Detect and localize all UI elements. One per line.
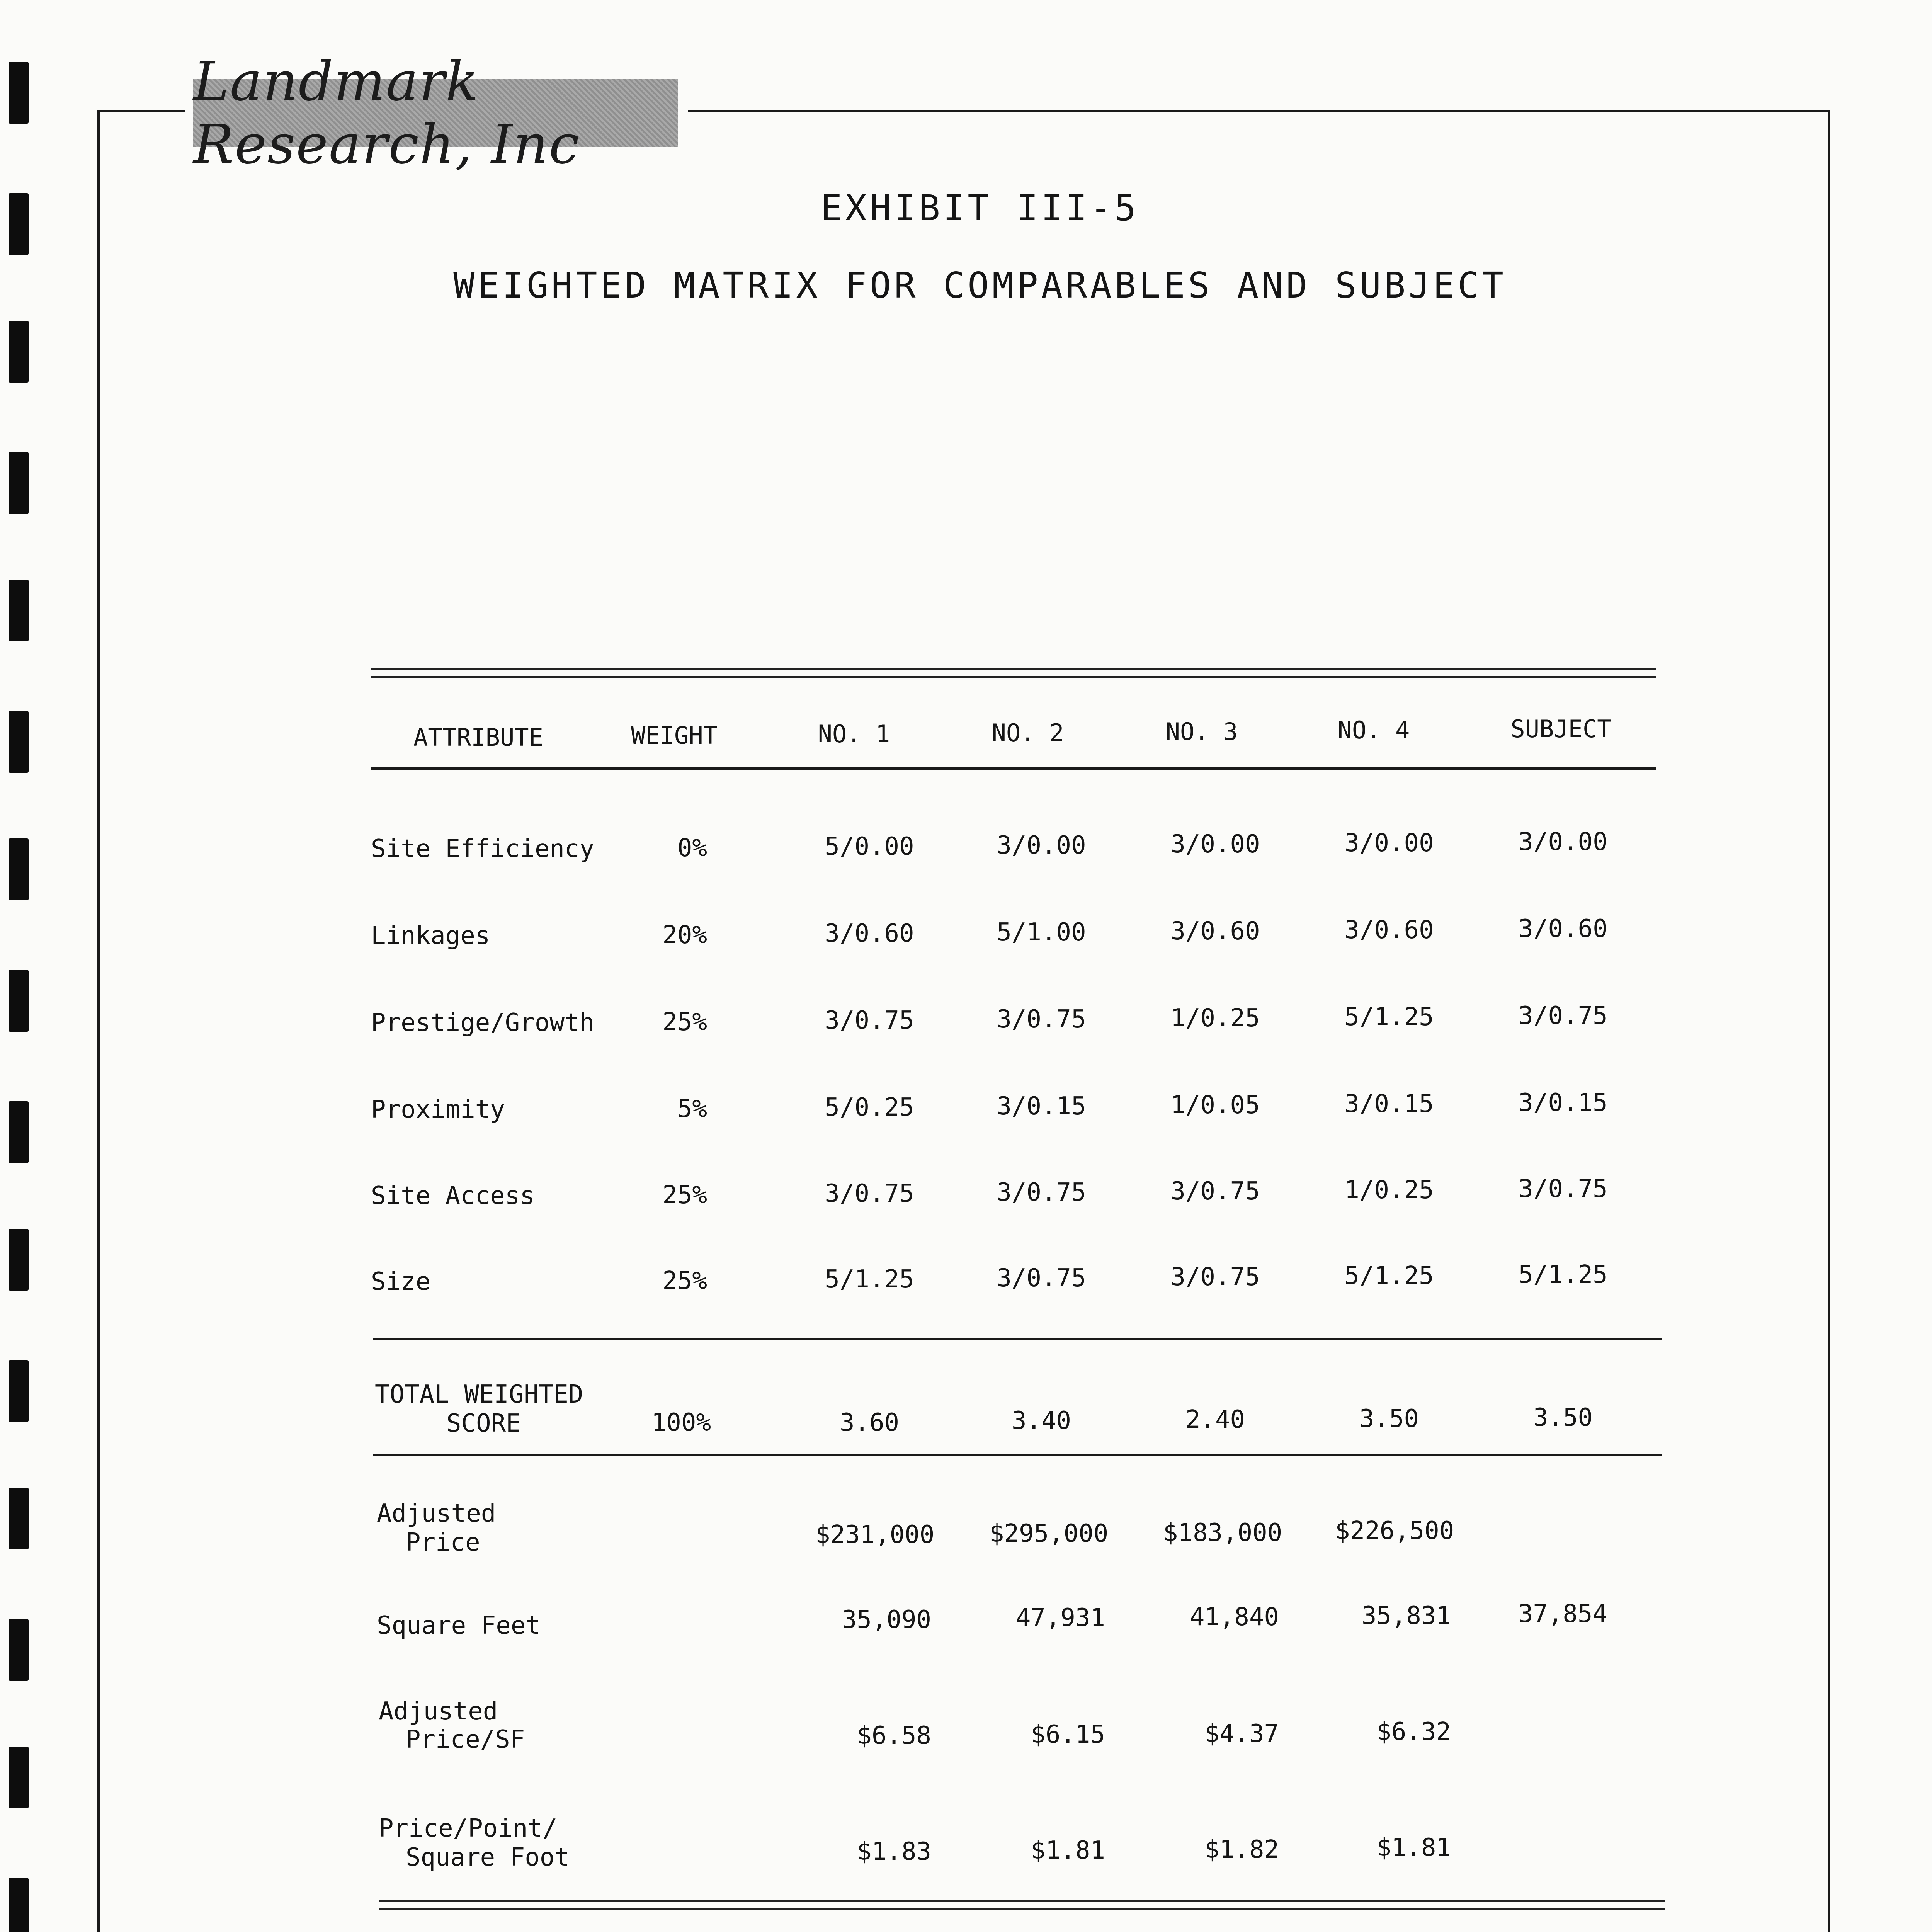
row-value-subject: 3/0.75 <box>1518 1175 1608 1203</box>
total-no1: 3.60 <box>839 1408 900 1437</box>
row-value-no3: 3/0.75 <box>1170 1263 1260 1291</box>
row-value-subject: 3/0.15 <box>1518 1088 1608 1117</box>
price-point-no1: $1.83 <box>857 1837 931 1866</box>
row-weight: 25% <box>662 1008 707 1036</box>
bottom-double-rule <box>379 1900 1665 1910</box>
row-value-no3: 3/0.60 <box>1170 917 1260 946</box>
adjusted-price-no3: $183,000 <box>1163 1519 1282 1547</box>
total-label: TOTAL WEIGHTED <box>375 1380 583 1409</box>
price-point-no4: $1.81 <box>1376 1833 1451 1862</box>
binder-mark <box>9 452 29 514</box>
binder-mark <box>9 1619 29 1681</box>
row-attribute-label: Prestige/Growth <box>371 1009 594 1037</box>
logo-text: Landmark Research, Inc <box>193 50 580 176</box>
square-feet-no4: 35,831 <box>1361 1602 1451 1630</box>
row-value-no3: 1/0.25 <box>1170 1004 1260 1032</box>
row-attribute-label: Site Efficiency <box>371 835 594 863</box>
row-value-no3: 3/0.75 <box>1170 1177 1260 1206</box>
binder-mark <box>9 711 29 773</box>
row-value-no1: 5/0.00 <box>825 832 914 861</box>
price-sf-no4: $6.32 <box>1376 1718 1451 1746</box>
total-label-2: SCORE <box>446 1409 521 1438</box>
header-subject: SUBJECT <box>1510 715 1612 743</box>
binder-mark <box>9 62 29 124</box>
square-feet-label: Square Feet <box>377 1611 541 1640</box>
total-no4: 3.50 <box>1359 1405 1419 1433</box>
row-value-no2: 3/0.75 <box>997 1005 1086 1034</box>
row-attribute-label: Proximity <box>371 1095 505 1124</box>
row-value-no2: 3/0.75 <box>997 1264 1086 1293</box>
row-value-no4: 3/0.15 <box>1344 1090 1434 1118</box>
adjusted-price-label-2: Price <box>406 1528 480 1557</box>
header-no2: NO. 2 <box>992 719 1064 747</box>
header-rule <box>371 767 1656 770</box>
adjusted-price-no4: $226,500 <box>1335 1517 1454 1545</box>
header-no4: NO. 4 <box>1337 716 1410 744</box>
row-value-subject: 5/1.25 <box>1518 1260 1608 1289</box>
row-value-no2: 3/0.15 <box>997 1092 1086 1121</box>
price-sf-label-2: Price/SF <box>406 1725 525 1754</box>
binder-mark <box>9 321 29 383</box>
row-weight: 5% <box>677 1095 707 1123</box>
row-value-no1: 3/0.75 <box>825 1006 914 1035</box>
row-value-subject: 3/0.75 <box>1518 1002 1608 1030</box>
row-weight: 0% <box>677 834 707 862</box>
square-feet-no2: 47,931 <box>1015 1604 1105 1632</box>
binder-mark <box>9 580 29 641</box>
square-feet-no1: 35,090 <box>842 1605 931 1634</box>
binder-mark <box>9 1101 29 1163</box>
binder-mark <box>9 1360 29 1422</box>
row-value-no1: 3/0.60 <box>825 919 914 948</box>
total-subject: 3.50 <box>1533 1403 1593 1432</box>
price-point-no2: $1.81 <box>1031 1836 1105 1865</box>
total-weight: 100% <box>651 1408 711 1437</box>
binder-mark <box>9 838 29 900</box>
row-value-no4: 1/0.25 <box>1344 1176 1434 1204</box>
header-no3: NO. 3 <box>1165 718 1238 746</box>
row-value-no4: 5/1.25 <box>1344 1262 1434 1290</box>
header-weight: WEIGHT <box>631 721 718 750</box>
row-value-subject: 3/0.00 <box>1518 828 1608 856</box>
page-title: WEIGHTED MATRIX FOR COMPARABLES AND SUBJECT <box>453 265 1507 306</box>
adjusted-price-no1: $231,000 <box>815 1520 935 1549</box>
row-weight: 25% <box>662 1181 707 1209</box>
row-value-no4: 3/0.60 <box>1344 916 1434 944</box>
binder-mark <box>9 1747 29 1808</box>
total-top-rule <box>373 1338 1662 1340</box>
row-attribute-label: Size <box>371 1267 431 1296</box>
row-value-no4: 5/1.25 <box>1344 1003 1434 1031</box>
row-value-no3: 3/0.00 <box>1170 830 1260 859</box>
total-bottom-rule <box>373 1454 1662 1456</box>
square-feet-no3: 41,840 <box>1189 1603 1279 1631</box>
row-value-no3: 1/0.05 <box>1170 1091 1260 1119</box>
exhibit-label: EXHIBIT III-5 <box>820 187 1139 229</box>
price-sf-no3: $4.37 <box>1204 1719 1279 1748</box>
row-value-no4: 3/0.00 <box>1344 829 1434 857</box>
row-weight: 20% <box>662 921 707 949</box>
row-value-no1: 3/0.75 <box>825 1179 914 1208</box>
row-weight: 25% <box>662 1267 707 1295</box>
company-logo <box>193 50 678 176</box>
row-value-no2: 3/0.00 <box>997 831 1086 860</box>
binder-mark <box>9 1229 29 1291</box>
row-attribute-label: Linkages <box>371 922 490 950</box>
row-value-subject: 3/0.60 <box>1518 915 1608 943</box>
price-sf-no1: $6.58 <box>857 1721 931 1750</box>
row-value-no2: 5/1.00 <box>997 918 1086 947</box>
price-point-label: Price/Point/ <box>379 1814 558 1843</box>
row-value-no1: 5/0.25 <box>825 1093 914 1122</box>
total-no3: 2.40 <box>1185 1405 1245 1434</box>
binder-mark <box>9 1878 29 1932</box>
price-point-label-2: Square Foot <box>406 1843 570 1872</box>
adjusted-price-label: Adjusted <box>377 1499 496 1528</box>
total-no2: 3.40 <box>1011 1406 1071 1435</box>
price-sf-no2: $6.15 <box>1031 1720 1105 1749</box>
adjusted-price-no2: $295,000 <box>989 1519 1109 1548</box>
binder-mark <box>9 970 29 1032</box>
price-sf-label: Adjusted <box>379 1697 498 1726</box>
top-double-rule <box>371 668 1656 678</box>
row-value-no2: 3/0.75 <box>997 1178 1086 1207</box>
header-attribute: ATTRIBUTE <box>413 723 543 752</box>
row-attribute-label: Site Access <box>371 1182 535 1210</box>
header-no1: NO. 1 <box>818 720 890 748</box>
binder-mark <box>9 1488 29 1549</box>
row-value-no1: 5/1.25 <box>825 1265 914 1294</box>
price-point-no3: $1.82 <box>1204 1835 1279 1864</box>
square-feet-subject: 37,854 <box>1518 1600 1607 1628</box>
